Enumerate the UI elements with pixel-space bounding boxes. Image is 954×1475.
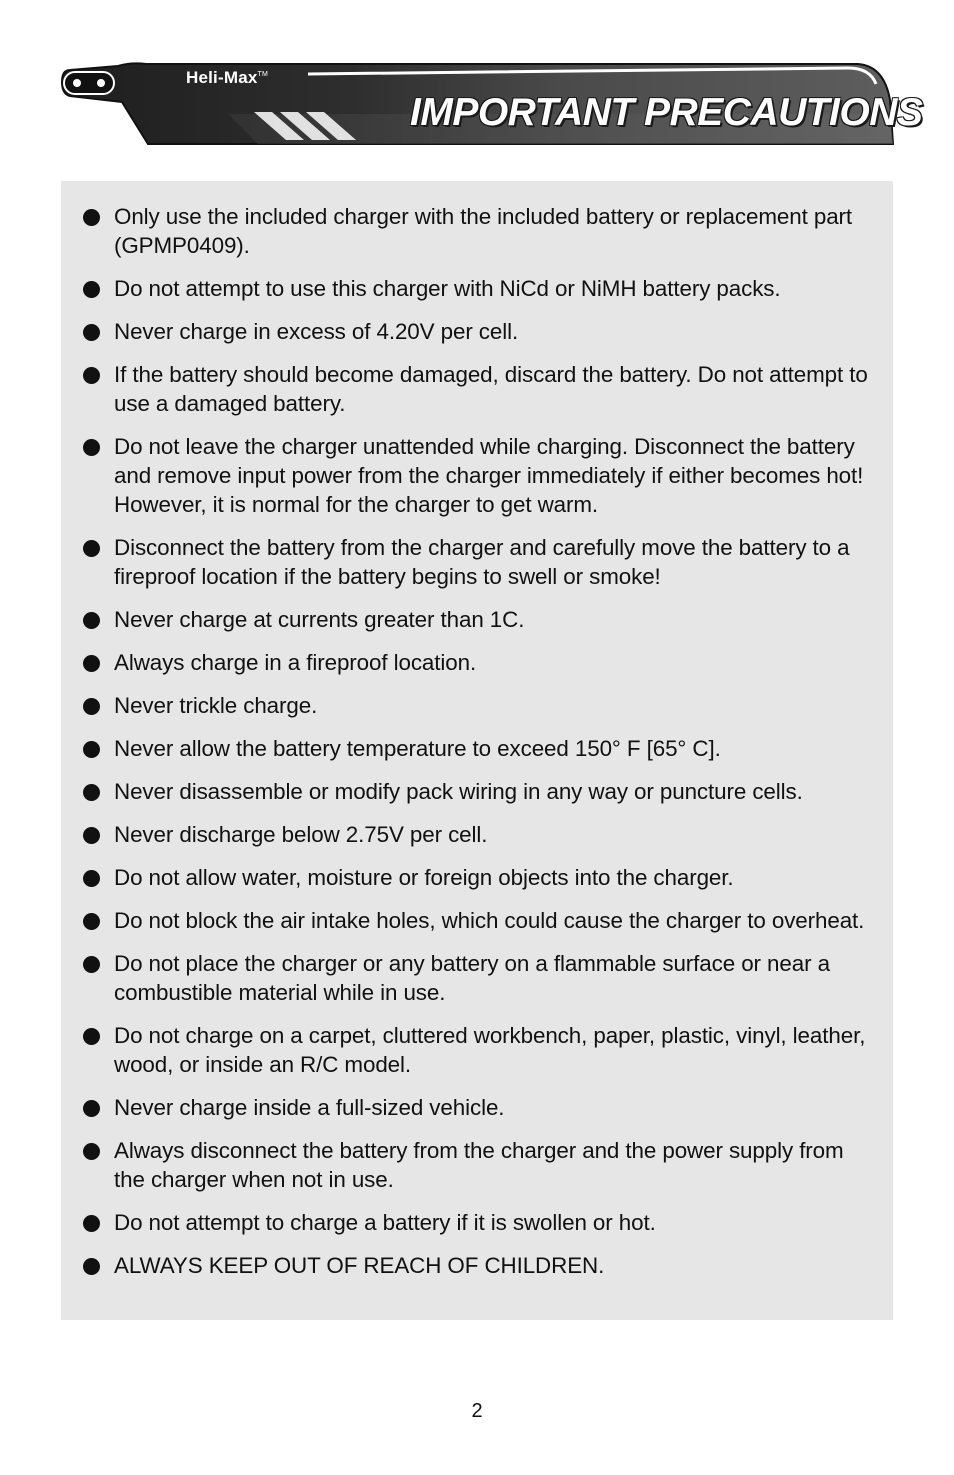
precautions-panel [61, 181, 893, 1320]
precaution-text: Do not charge on a carpet, cluttered workbench, paper, plastic, vinyl, leather, wood, or inside an R/C model. [114, 1023, 866, 1077]
bullet-icon [83, 1258, 100, 1275]
list-item [83, 863, 873, 892]
bullet-icon [83, 1215, 100, 1232]
bullet-icon [83, 913, 100, 930]
list-item [83, 648, 873, 677]
list-item [83, 949, 873, 1007]
bullet-icon [83, 784, 100, 801]
precaution-text: Never trickle charge. [114, 693, 318, 718]
precaution-text: Disconnect the battery from the charger and carefully move the battery to a fireproof location if the battery begins to swell or smoke! [114, 535, 850, 589]
brand-trademark: TM [257, 71, 269, 78]
list-item [83, 202, 873, 260]
precaution-text: Never charge in excess of 4.20V per cell. [114, 319, 519, 344]
bullet-icon [83, 324, 100, 341]
bullet-icon [83, 612, 100, 629]
list-item [83, 906, 873, 935]
precaution-text: ALWAYS KEEP OUT OF REACH OF CHILDREN. [114, 1253, 605, 1278]
bullet-icon [83, 655, 100, 672]
bullet-icon [83, 367, 100, 384]
precautions-list [83, 202, 873, 1280]
bullet-icon [83, 956, 100, 973]
list-item [83, 317, 873, 346]
list-item [83, 1208, 873, 1237]
bullet-icon [83, 827, 100, 844]
bullet-icon [83, 741, 100, 758]
bullet-icon [83, 439, 100, 456]
list-item [83, 274, 873, 303]
bullet-icon [83, 1028, 100, 1045]
precaution-text: Do not block the air intake holes, which could cause the charger to overheat. [114, 908, 865, 933]
bullet-icon [83, 281, 100, 298]
precaution-text: Only use the included charger with the included battery or replacement part (GPMP0409). [114, 204, 853, 258]
header-banner [58, 60, 923, 148]
brand-name: Heli-Max [186, 68, 258, 87]
precaution-text: Always disconnect the battery from the charger and the power supply from the charger when not in use. [114, 1138, 844, 1192]
list-item [83, 360, 873, 418]
bullet-icon [83, 870, 100, 887]
precaution-text: Do not attempt to use this charger with NiCd or NiMH battery packs. [114, 276, 781, 301]
bullet-icon [83, 540, 100, 557]
page-number: 2 [471, 1400, 483, 1422]
precaution-text: Never disassemble or modify pack wiring in any way or puncture cells. [114, 779, 803, 804]
precaution-text: Do not leave the charger unattended while charging. Disconnect the battery and remove input power from the charger immediately if either becomes hot! However, it is normal for the charger to get warm. [114, 434, 864, 517]
precaution-text: Do not attempt to charge a battery if it is swollen or hot. [114, 1210, 656, 1235]
list-item [83, 605, 873, 634]
list-item [83, 1136, 873, 1194]
brand-logo [186, 68, 268, 88]
list-item [83, 432, 873, 519]
bullet-icon [83, 698, 100, 715]
list-item [83, 777, 873, 806]
list-item [83, 1251, 873, 1280]
precaution-text: Never charge at currents greater than 1C. [114, 607, 525, 632]
precaution-text: If the battery should become damaged, discard the battery. Do not attempt to use a damaged battery. [114, 362, 868, 416]
bullet-icon [83, 209, 100, 226]
precaution-text: Always charge in a fireproof location. [114, 650, 477, 675]
precaution-text: Do not allow water, moisture or foreign objects into the charger. [114, 865, 734, 890]
bullet-icon [83, 1100, 100, 1117]
list-item [83, 734, 873, 763]
precaution-text: Never discharge below 2.75V per cell. [114, 822, 488, 847]
precaution-text: Never charge inside a full-sized vehicle. [114, 1095, 505, 1120]
list-item [83, 1093, 873, 1122]
list-item [83, 691, 873, 720]
bullet-icon [83, 1143, 100, 1160]
page-title: IMPORTANT PRECAUTIONS [410, 91, 923, 134]
list-item [83, 533, 873, 591]
precaution-text: Do not place the charger or any battery on a flammable surface or near a combustible material while in use. [114, 951, 830, 1005]
precaution-text: Never allow the battery temperature to exceed 150° F [65° C]. [114, 736, 721, 761]
list-item [83, 820, 873, 849]
list-item [83, 1021, 873, 1079]
